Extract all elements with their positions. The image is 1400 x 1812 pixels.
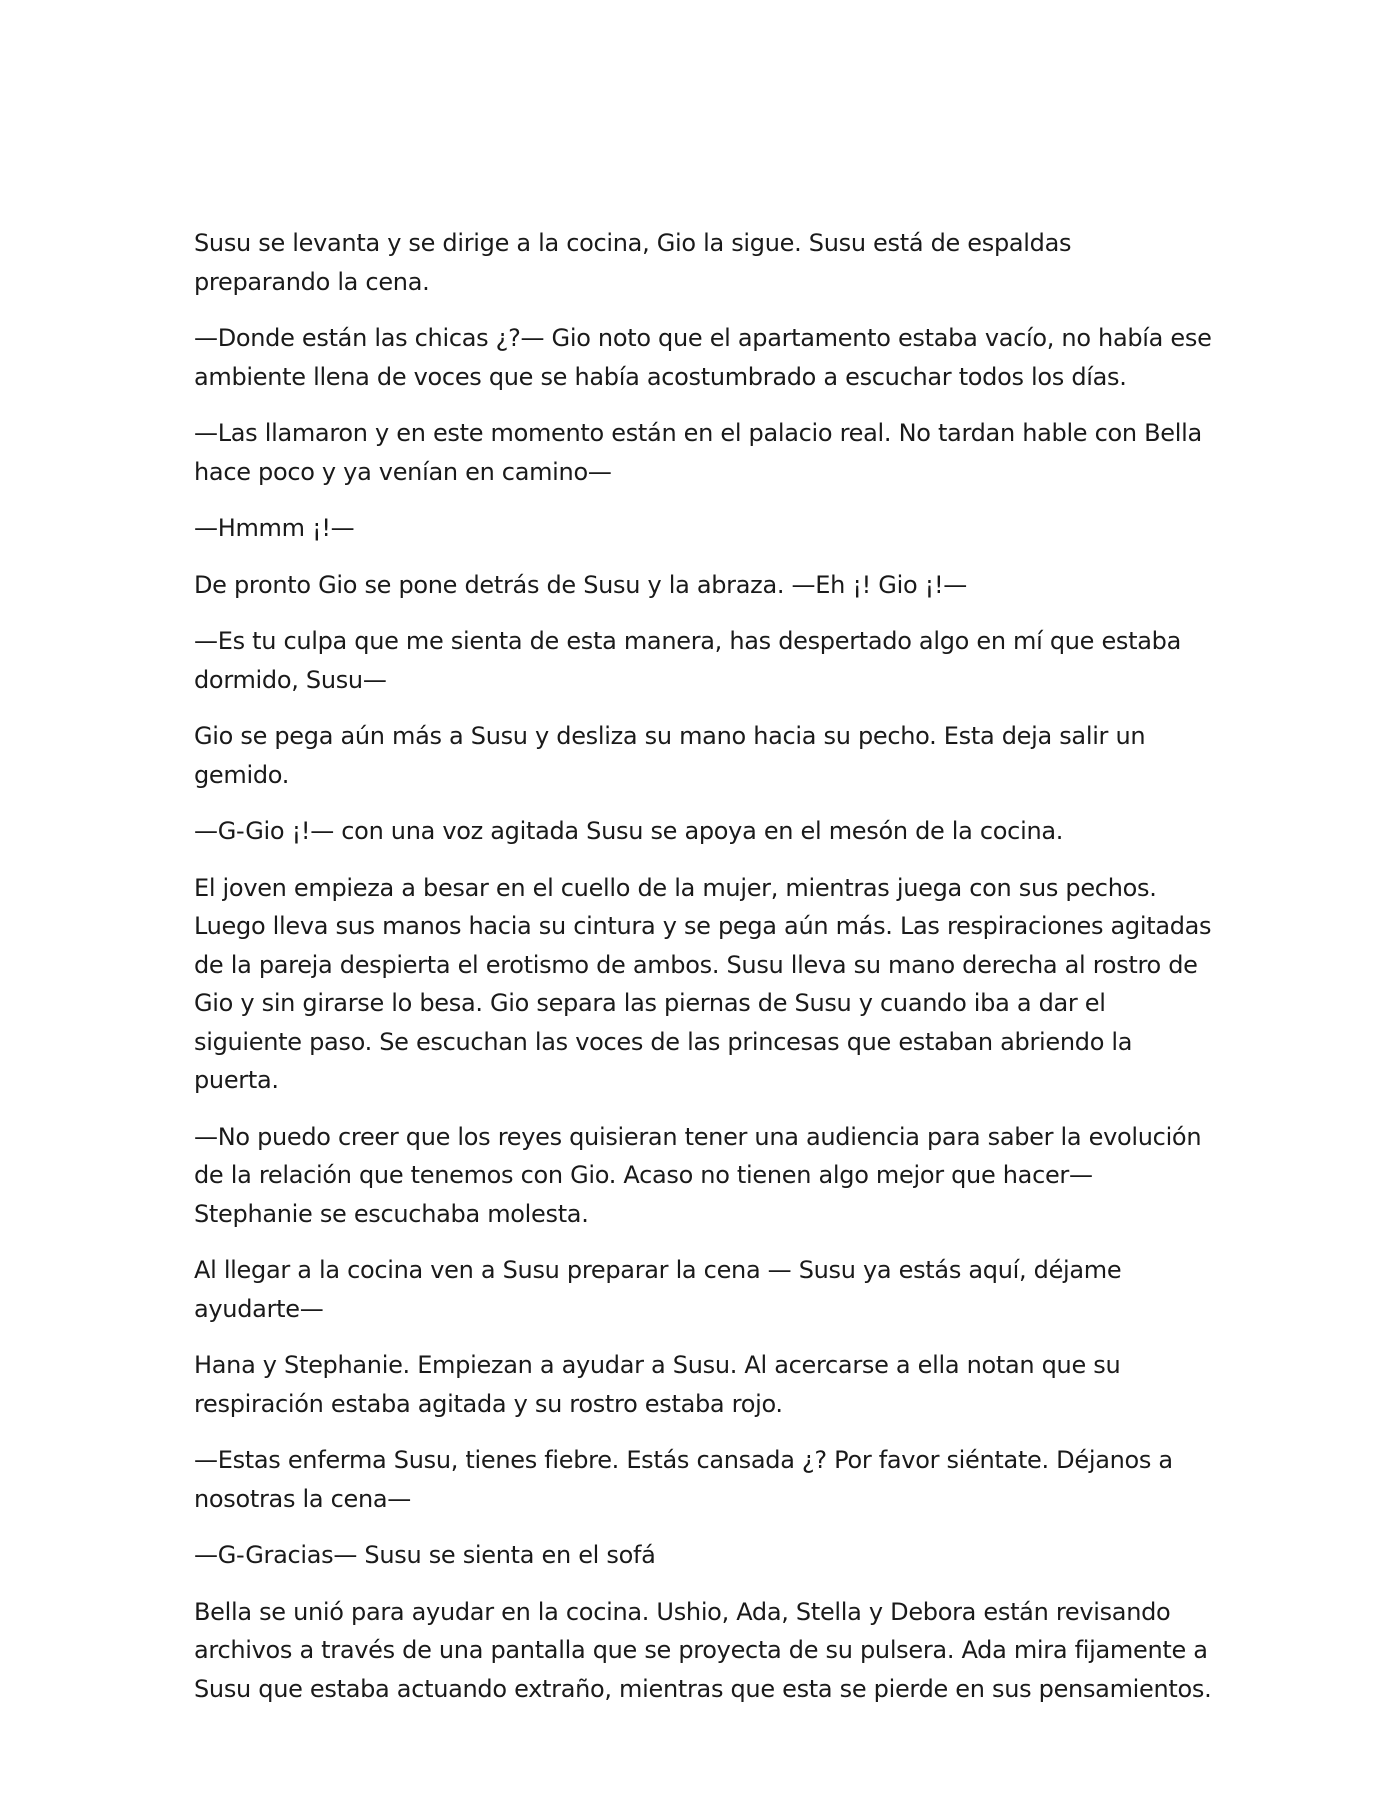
paragraph: Hana y Stephanie. Empiezan a ayudar a Susu. Al acercarse a ella notan que su respiración estaba agitada y su rostro estaba rojo. [194,1351,1121,1418]
paragraph: El joven empieza a besar en el cuello de la mujer, mientras juega con sus pechos. Luego lleva sus manos hacia su cintura y se pega aún más. Las respiraciones agitadas de la pareja despierta el erotismo de ambos. Susu lleva su mano derecha al rostro de Gio y sin girarse lo besa. Gio separa las piernas de Susu y cuando iba a dar el siguiente paso. Se escuchan las voces de las princesas que estaban abriendo la puerta. [194,873,1212,1094]
paragraph: De pronto Gio se pone detrás de Susu y la abraza. —Eh ¡! Gio ¡!— [194,570,968,599]
paragraph: Gio se pega aún más a Susu y desliza su mano hacia su pecho. Esta deja salir un gemido. [194,722,1146,789]
paragraph: —No puedo creer que los reyes quisieran tener una audiencia para saber la evolución de la relación que tenemos con Gio. Acaso no tienen algo mejor que hacer— Stephanie se escuchaba molesta. [194,1122,1202,1228]
paragraph: —Hmmm ¡!— [194,514,355,542]
paragraph: —Las llamaron y en este momento están en el palacio real. No tardan hable con Bella hace poco y ya venían en camino— [194,419,1202,486]
paragraph: —Donde están las chicas ¿?— Gio noto que el apartamento estaba vacío, no había ese ambiente llena de voces que se había acostumbrado a escuchar todos los días. [194,324,1212,391]
document-body [194,224,1214,1726]
paragraph: —G-Gracias— Susu se sienta en el sofá [194,1541,656,1569]
paragraph: —Estas enferma Susu, tienes fiebre. Estás cansada ¿? Por favor siéntate. Déjanos a nosotras la cena— [194,1446,1173,1513]
paragraph: —Es tu culpa que me sienta de esta manera, has despertado algo en mí que estaba dormido, Susu— [194,627,1181,694]
paragraph: Bella se unió para ayudar en la cocina. Ushio, Ada, Stella y Debora están revisando archivos a través de una pantalla que se proyecta de su pulsera. Ada mira fijamente a Susu que estaba actuando extraño, mientras que esta se pierde en sus pensamientos. [194,1597,1212,1703]
paragraph: —G-Gio ¡!— con una voz agitada Susu se apoya en el mesón de la cocina. [194,817,1064,845]
paragraph: Susu se levanta y se dirige a la cocina, Gio la sigue. Susu está de espaldas preparando la cena. [194,229,1072,296]
paragraph: Al llegar a la cocina ven a Susu preparar la cena — Susu ya estás aquí, déjame ayudarte— [194,1256,1122,1323]
